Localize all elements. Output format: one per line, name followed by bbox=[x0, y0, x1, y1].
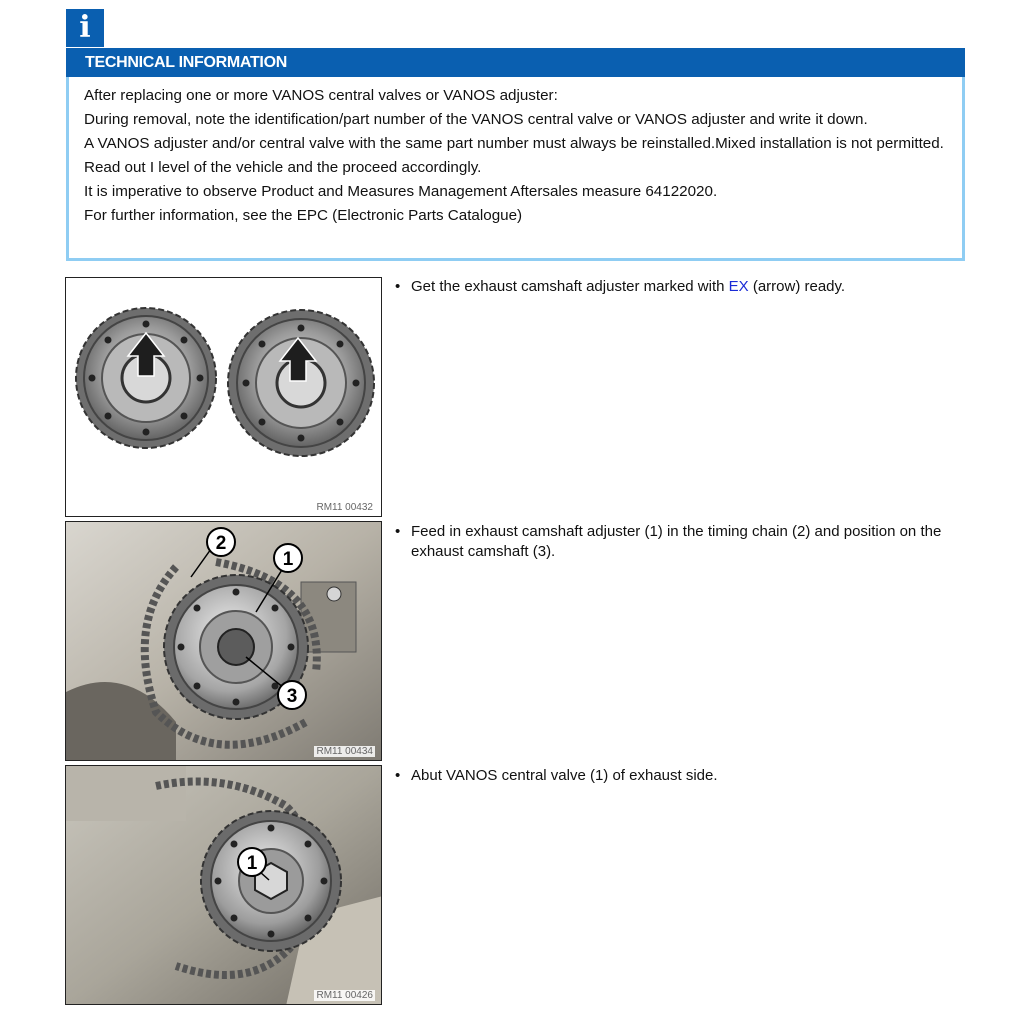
callout-camshaft-adjuster: 1 bbox=[282, 549, 294, 570]
figure-camshaft-adjusters bbox=[65, 277, 382, 517]
vanos-central-valve-illustration bbox=[66, 766, 382, 1005]
tech-line: For further information, see the EPC (Electronic Parts Catalogue) bbox=[84, 207, 523, 224]
figure-code: RM11 00426 bbox=[316, 990, 373, 1001]
camshaft-adjusters-illustration bbox=[66, 278, 382, 517]
tech-line: A VANOS adjuster and/or central valve with the same part number must always be reinstalled.Mixed installation is not permitted. bbox=[84, 135, 944, 152]
step-1-text-start: Get the exhaust camshaft adjuster marked with bbox=[411, 278, 729, 295]
step-2-text: • Feed in exhaust camshaft adjuster (1) in the timing chain (2) and position on the exhaust camshaft (3). bbox=[395, 522, 975, 562]
tech-line: Read out I level of the vehicle and the proceed accordingly. bbox=[84, 159, 482, 176]
ex-marking-link[interactable]: EX bbox=[728, 278, 749, 295]
tech-line: It is imperative to observe Product and Measures Management Aftersales measure 64122020. bbox=[84, 183, 718, 200]
step-1-text bbox=[395, 277, 975, 297]
figure-code: RM11 00432 bbox=[316, 502, 373, 513]
callout-exhaust-camshaft: 3 bbox=[286, 686, 298, 707]
step-3-text: • Abut VANOS central valve (1) of exhaust side. bbox=[395, 766, 975, 786]
technical-information-header: TECHNICAL INFORMATION bbox=[66, 48, 965, 77]
adjuster-timing-chain-illustration bbox=[66, 522, 382, 761]
callout-central-valve: 1 bbox=[246, 853, 258, 874]
tech-line: During removal, note the identification/part number of the VANOS central valve or VANOS adjuster and write it down. bbox=[84, 111, 868, 128]
technical-information-body bbox=[84, 86, 954, 230]
figure-adjuster-timing-chain bbox=[65, 521, 382, 761]
step-1-text-end: (arrow) ready. bbox=[748, 278, 846, 295]
figure-vanos-central-valve bbox=[65, 765, 382, 1005]
info-icon: i bbox=[66, 9, 104, 47]
tech-line: After replacing one or more VANOS central valves or VANOS adjuster: bbox=[84, 87, 558, 104]
callout-timing-chain: 2 bbox=[215, 533, 227, 554]
figure-code: RM11 00434 bbox=[316, 746, 373, 757]
